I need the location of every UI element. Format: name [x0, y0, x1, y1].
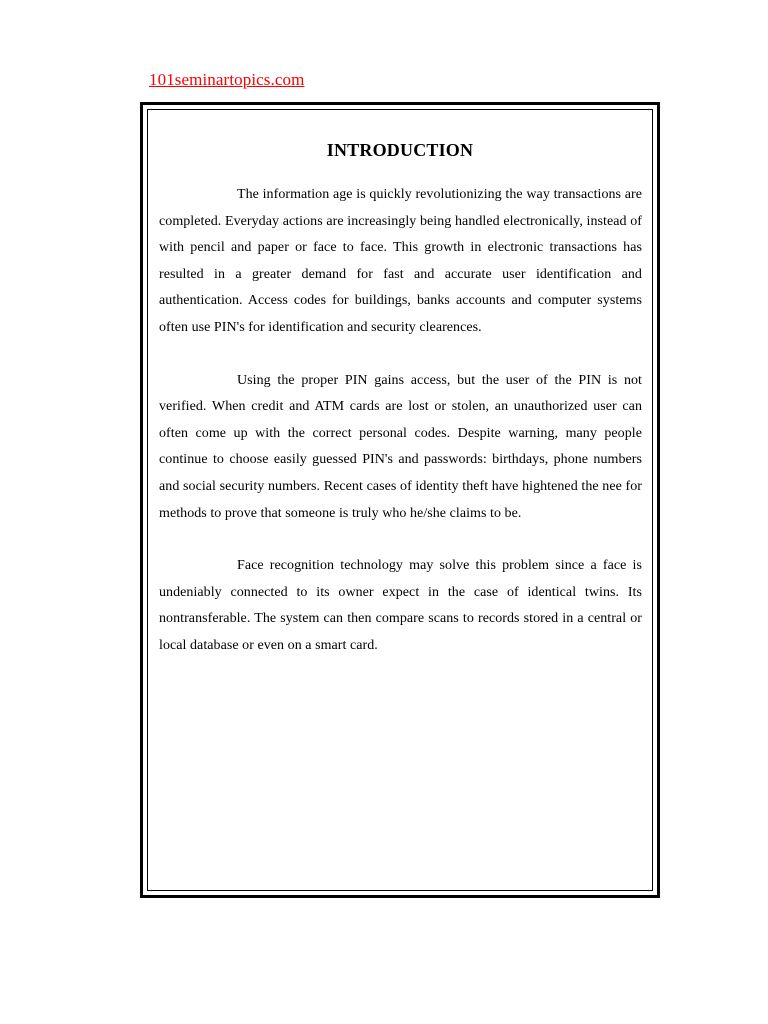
paragraph-3: Face recognition technology may solve this problem since a face is undeniably connected to its owner expect in the case of identical twins. Its nontransferable. The system can then compare scans to records stored in a central or local database or even on a smart card.: [159, 558, 642, 653]
page-title: INTRODUCTION: [326, 140, 474, 160]
site-link[interactable]: 101seminartopics.com: [149, 70, 305, 89]
page-border: [140, 102, 660, 898]
paragraph-1: The information age is quickly revolutionizing the way transactions are completed. Everyday actions are increasingly being handled electronically, instead of with pencil and paper or face to face. This growth in electronic transactions has resulted in a greater demand for fast and accurate user identification and authentication. Access codes for buildings, banks accounts and computer systems often use PIN's for identification and security clearences.: [159, 187, 642, 335]
page-inner-border: [147, 109, 653, 891]
paragraph-2: Using the proper PIN gains access, but the user of the PIN is not verified. When credit and ATM cards are lost or stolen, an unauthorized user can often come up with the correct personal codes. Despite warning, many people continue to choose easily guessed PIN's and passwords: birthdays, phone numbers and social security numbers. Recent cases of identity theft have hightened the nee for methods to prove that someone is truly who he/she claims to be.: [159, 372, 642, 521]
body-text: [159, 182, 642, 686]
